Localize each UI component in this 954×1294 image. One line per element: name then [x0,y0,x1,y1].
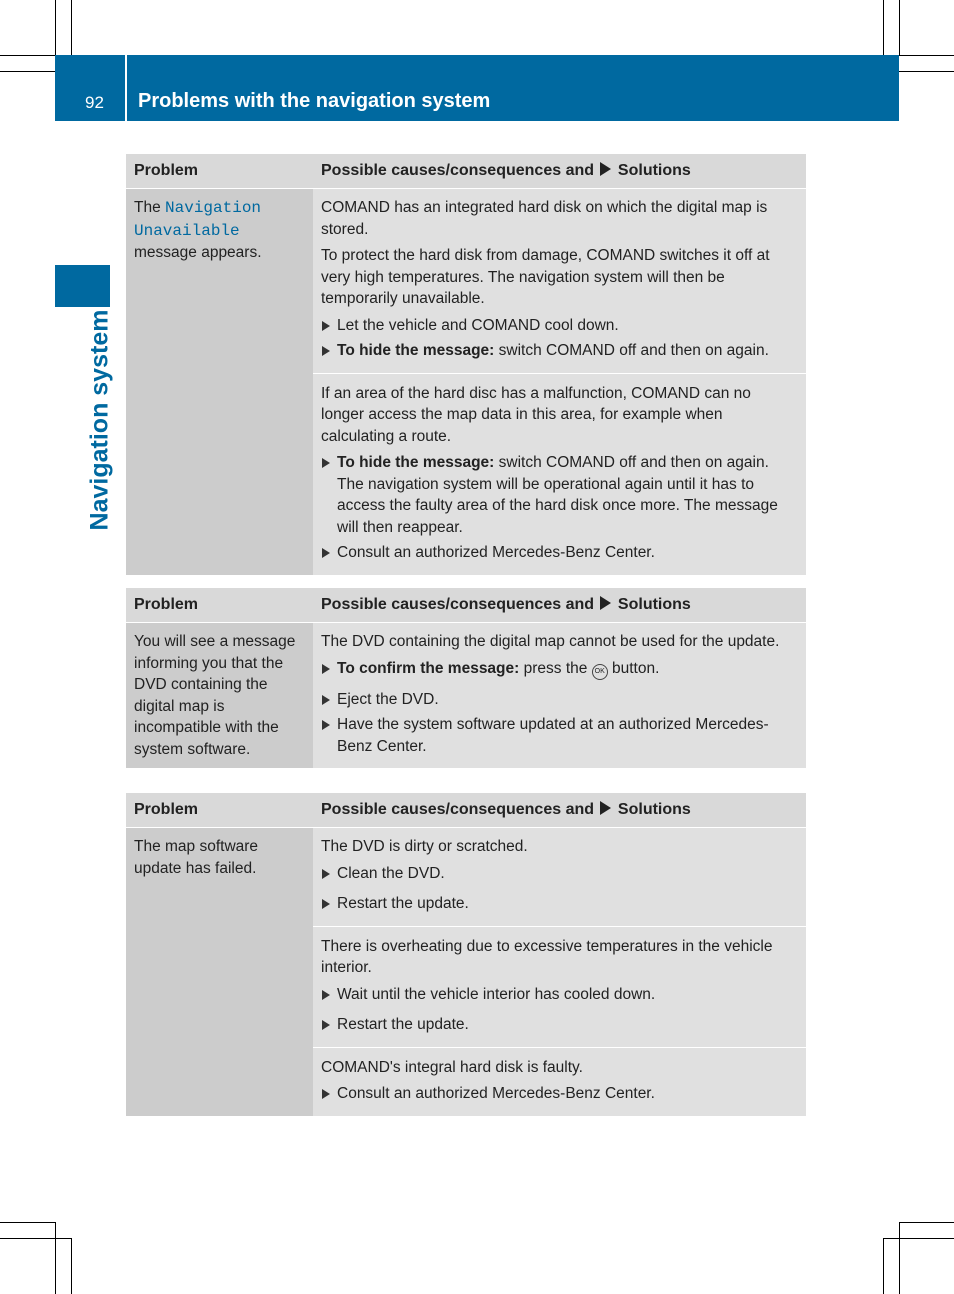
action-list [321,1083,798,1105]
problem-column-header: Problem [126,154,313,189]
display-message-code: Navigation Unavailable [134,199,262,240]
action-item: Eject the DVD. [321,689,798,711]
solution-cell [313,189,806,374]
table-header-row [126,154,806,189]
problem-table-navigation-unavailable [126,154,806,575]
crop-mark [0,55,55,56]
action-item: To hide the message: switch COMAND off and then on again. The navigation system will be operational again until it has to access the faulty area of the hard disk once more. The message will then reappear. [321,452,798,538]
page-header [55,55,899,121]
cause-text: COMAND's integral hard disk is faulty. [321,1058,583,1076]
solutions-column-header: Possible causes/consequences and Solutions [313,793,806,828]
solution-cell [313,1047,806,1116]
crop-mark [0,1238,71,1239]
solutions-column-header: Possible causes/consequences and Solutions [313,154,806,189]
crop-mark [899,0,900,55]
action-item: Restart the update. [321,1014,798,1036]
crop-mark [71,0,72,55]
solution-cell [313,926,806,1047]
table-header-row [126,793,806,828]
crop-mark [899,1222,954,1223]
arrow-right-icon [600,162,611,176]
action-item: Wait until the vehicle interior has cooled down. [321,984,798,1006]
header-divider [125,55,127,121]
ok-button-icon: OK [592,664,608,680]
crop-mark [55,1222,56,1294]
crop-mark [899,55,954,56]
crop-mark [899,1222,900,1294]
action-item: Clean the DVD. [321,863,798,885]
chapter-side-label: Navigation system [85,309,114,531]
problem-column-header: Problem [126,588,313,623]
problem-cell: You will see a message informing you that the DVD containing the digital map is incompatible with the system software. [126,623,313,769]
action-item: To confirm the message: press the OK button. [321,658,798,680]
crop-mark [0,1222,55,1223]
action-item: Let the vehicle and COMAND cool down. [321,315,798,337]
action-item: Have the system software updated at an authorized Mercedes-Benz Center. [321,714,798,757]
cause-text: COMAND has an integrated hard disk on which the digital map is stored. [321,199,768,238]
crop-mark [883,0,884,55]
solutions-column-header: Possible causes/consequences and Solutions [313,588,806,623]
action-list [321,658,798,758]
cause-text: The DVD is dirty or scratched. [321,838,528,855]
action-list [321,984,798,1036]
page-number: 92 [85,93,104,112]
cause-text: To protect the hard disk from damage, COMAND switches it off at very high temperatures. The navigation system will then be temporarily unavailable. [321,247,770,307]
crop-mark [883,1238,884,1294]
cause-text: If an area of the hard disc has a malfunction, COMAND can no longer access the map data in this area, for example when calculating a route. [321,384,751,445]
action-list [321,863,798,915]
problem-cell: The map software update has failed. [126,828,313,1116]
crop-mark [55,0,56,55]
problem-column-header: Problem [126,793,313,828]
arrow-right-icon [600,801,611,815]
action-item: Restart the update. [321,893,798,915]
cause-text: The DVD containing the digital map cannot be used for the update. [321,633,780,650]
problem-table-dvd-incompatible [126,588,806,768]
solution-cell [313,373,806,575]
crop-mark [883,1238,954,1239]
cause-text: There is overheating due to excessive temperatures in the vehicle interior. [321,937,773,976]
action-item: To hide the message: switch COMAND off and then on again. [321,340,798,362]
table-row [126,828,806,927]
action-list [321,315,798,362]
chapter-tab-marker [55,265,110,307]
crop-mark [899,71,954,72]
action-item: Consult an authorized Mercedes-Benz Center. [321,542,798,564]
problem-table-update-failed [126,793,806,1116]
arrow-right-icon [600,596,611,610]
solution-cell [313,623,806,769]
crop-mark [0,71,55,72]
problem-cell: The Navigation Unavailable message appears. [126,189,313,575]
action-list [321,452,798,564]
solution-cell [313,828,806,927]
crop-mark [71,1238,72,1294]
table-row [126,623,806,769]
table-row [126,189,806,374]
table-header-row [126,588,806,623]
section-title: Problems with the navigation system [138,90,491,112]
action-item: Consult an authorized Mercedes-Benz Center. [321,1083,798,1105]
